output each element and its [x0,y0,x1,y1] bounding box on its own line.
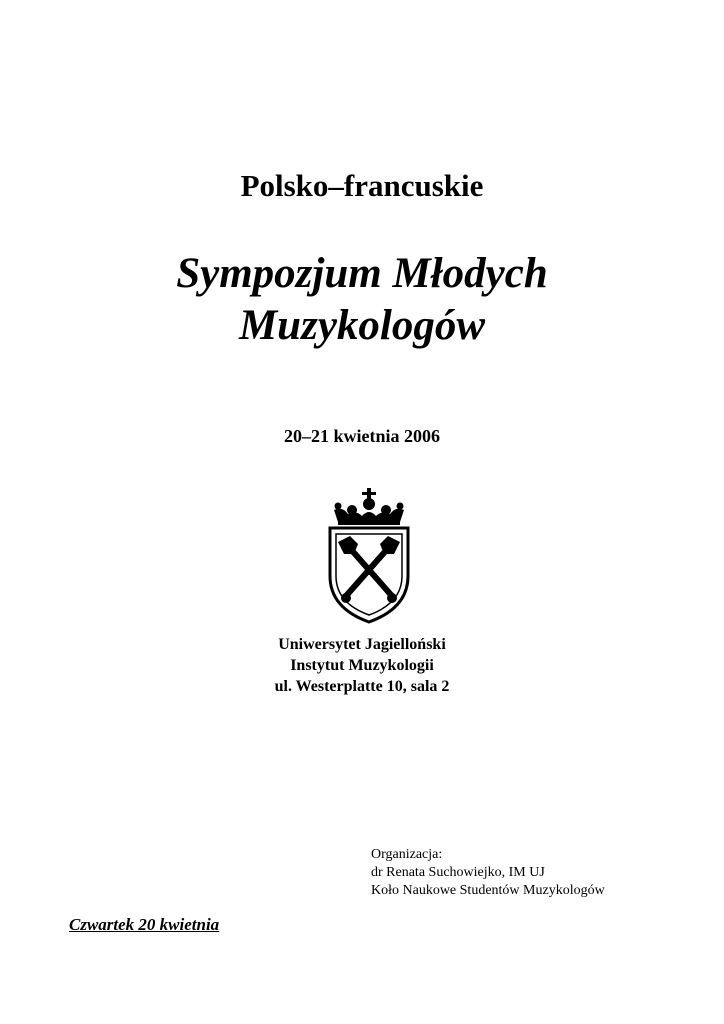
venue-university: Uniwersytet Jagielloński [278,636,446,653]
organization-organizer: dr Renata Suchowiejko, IM UJ [371,865,545,880]
event-title-line-2: Muzykologów [238,302,486,349]
venue-address: ul. Westerplatte 10, sala 2 [274,678,450,695]
university-crest-icon [322,488,416,624]
event-subtitle: Polsko–francuskie [240,168,484,203]
schedule-day-heading: Czwartek 20 kwietnia [69,915,220,934]
organization-label: Organizacja: [371,847,443,862]
event-date: 20–21 kwietnia 2006 [283,426,440,446]
event-title-line-1: Sympozjum Młodych [176,250,548,297]
venue-institute: Instytut Muzykologii [290,657,434,674]
organization-society: Koło Naukowe Studentów Muzykologów [371,883,605,898]
